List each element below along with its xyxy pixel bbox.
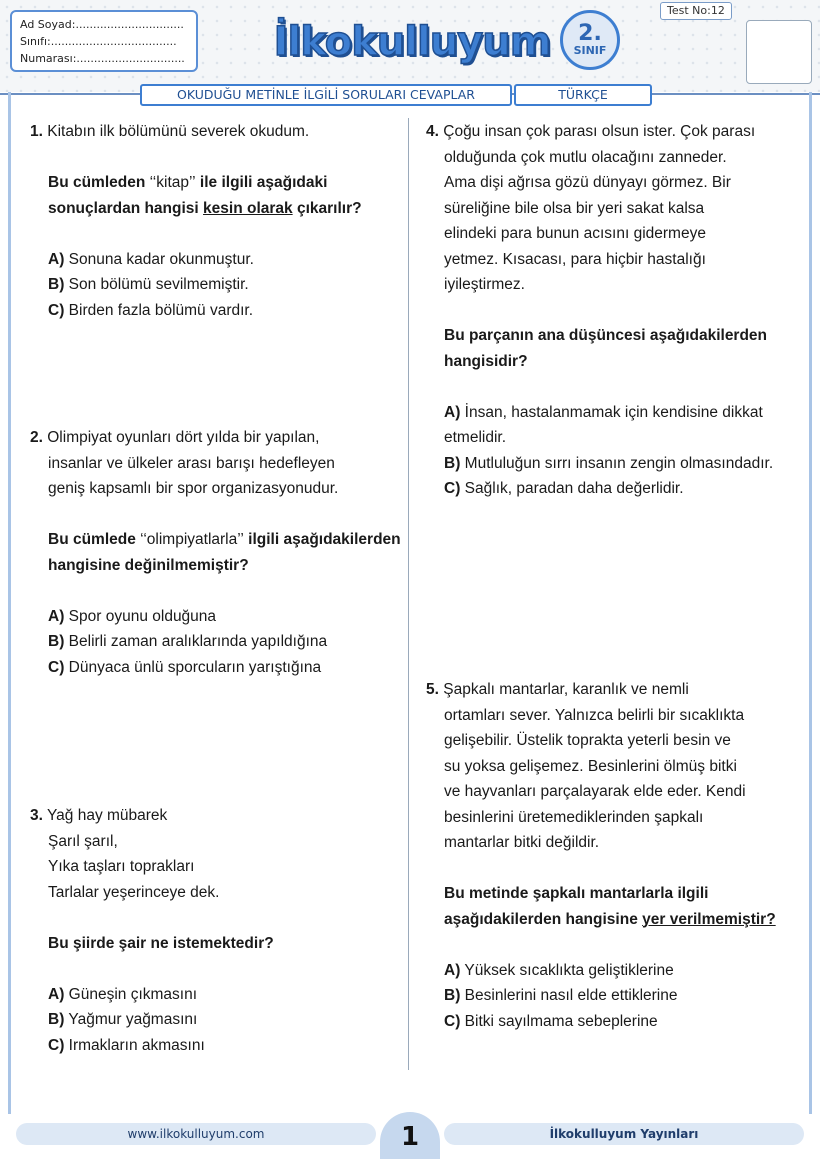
option-b[interactable]: B) Mutluluğun sırrı insanın zengin olmasındadır. [444,454,774,472]
option-a[interactable]: A) Güneşin çıkmasını [48,985,198,1003]
student-info-box[interactable] [10,10,198,72]
option-b[interactable]: B) Besinlerini nasıl elde ettiklerine [444,987,678,1004]
score-box[interactable] [746,20,812,84]
page-number: 1 [380,1112,440,1159]
question-prompt: Bu parçanın ana düşüncesi aşağıdakilerden hangisidir? [444,327,768,370]
grade-number: 2. [578,21,602,46]
question-number: 2. [30,429,43,446]
question-number: 3. [30,807,43,824]
question-text: Kitabın ilk bölümünü severek okudum. [47,123,310,140]
website-link[interactable]: www.ilkokulluyum.com [16,1123,376,1145]
question-5: 5. Şapkalı mantarlar, karanlık ve nemli ortamları sever. Yalnızca belirli bir sıcaklıkta gelişebilir. Üstelik toprakta yeterli besin ve su yoksa gelişemez. Besinlerini ölmüş bitki ve hayvanları parçalayarak elde eder. Kendi besinlerini üretemediklerinden şapkalı mantarlar bitki değildir. Bu metinde şapkalı mantarlarla ilgili aşağıdakilerden hangisine yer verilmemiştir? A) Yüksek sıcaklıkta geliştiklerine B) Besinlerini nasıl elde ettiklerine C) Bitki sayılmama sebeplerine [426,677,798,1034]
question-prompt: Bu cümlede ‘‘olimpiyatlarla’’ ilgili aşağıdakilerden hangisine değinilmemiştir? [48,531,401,574]
question-prompt: Bu cümleden ‘‘kitap’’ ile ilgili aşağıdaki sonuçlardan hangisi kesin olarak çıkarılır? [48,174,362,217]
name-field[interactable]: Ad Soyad:............................... [20,18,184,31]
option-c[interactable]: C) Dünyaca ünlü sporcuların yarıştığına [48,658,322,676]
subject-label: TÜRKÇE [514,84,652,106]
page-title: OKUDUĞU METİNLE İLGİLİ SORULARI CEVAPLAR [140,84,512,106]
question-2: 2. Olimpiyat oyunları dört yılda bir yapılan, insanlar ve ülkeler arası barışı hedefleyen geniş kapsamlı bir spor organizasyonudur. Bu cümlede ‘‘olimpiyatlarla’’ ilgili aşağıdakilerden hangisine değinilmemiştir? A) Spor oyunu olduğuna B) Belirli zaman aralıklarında yapıldığına C) Dünyaca ünlü sporcuların yarıştığına [30,425,406,680]
question-prompt: Bu şiirde şair ne istemektedir? [48,934,274,952]
question-number: 5. [426,681,439,698]
logo [262,4,562,80]
grade-label: SINIF [573,44,607,57]
grade-badge [560,10,620,70]
option-c[interactable]: C) Bitki sayılmama sebeplerine [444,1012,658,1030]
option-b[interactable]: B) Yağmur yağmasını [48,1011,198,1028]
option-b[interactable]: B) Belirli zaman aralıklarında yapıldığına [48,633,328,650]
option-b[interactable]: B) Son bölümü sevilmemiştir. [48,276,249,293]
option-a[interactable]: A) Sonuna kadar okunmuştur. [48,250,254,268]
option-c[interactable]: C) Sağlık, paradan daha değerlidir. [444,480,684,497]
option-c[interactable]: C) Irmakların akmasını [48,1036,205,1054]
question-3: 3. Yağ hay mübarek Şarıl şarıl, Yıka taşları toprakları Tarlalar yeşerinceye dek. Bu şiirde şair ne istemektedir? A) Güneşin çıkmasını B) Yağmur yağmasını C) Irmakların akmasını [30,803,400,1058]
option-a[interactable]: A) Yüksek sıcaklıkta geliştiklerine [444,961,674,979]
logo-text: İlkokulluyum [273,19,551,65]
option-a[interactable]: A) Spor oyunu olduğuna [48,607,217,625]
option-c[interactable]: C) Birden fazla bölümü vardır. [48,301,254,319]
test-number: Test No:12 [660,2,732,20]
publisher-label: İlkokulluyum Yayınları [444,1123,804,1145]
question-4: 4. Çoğu insan çok parası olsun ister. Çok parası olduğunda çok mutlu olacağını zanneder. Ama dişi ağrısa gözü dünyayı görmez. Bir süreliğine bile olsa bir yeri sakat kalsa elindeki para bunun acısını gidermeye yetmez. Kısacası, para hiçbir hastalığı iyileştirmez. Bu parçanın ana düşüncesi aşağıdakilerden hangisidir? A) İnsan, hastalanmamak için kendisine dikkat etmelidir. B) Mutluluğun sırrı insanın zengin olmasındadır. C) Sağlık, paradan daha değerlidir. [426,119,798,502]
column-divider [408,118,409,1070]
question-prompt: Bu metinde şapkalı mantarlarla ilgili aşağıdakilerden hangisine yer verilmemiştir? [444,885,776,928]
question-1 [30,119,400,323]
number-field[interactable]: Numarası:............................... [20,52,185,65]
question-number: 1. [30,123,43,140]
question-number: 4. [426,123,439,140]
option-a[interactable]: A) İnsan, hastalanmamak için kendisine dikkat etmelidir. [444,403,763,446]
class-field[interactable]: Sınıfı:.................................... [20,35,177,48]
